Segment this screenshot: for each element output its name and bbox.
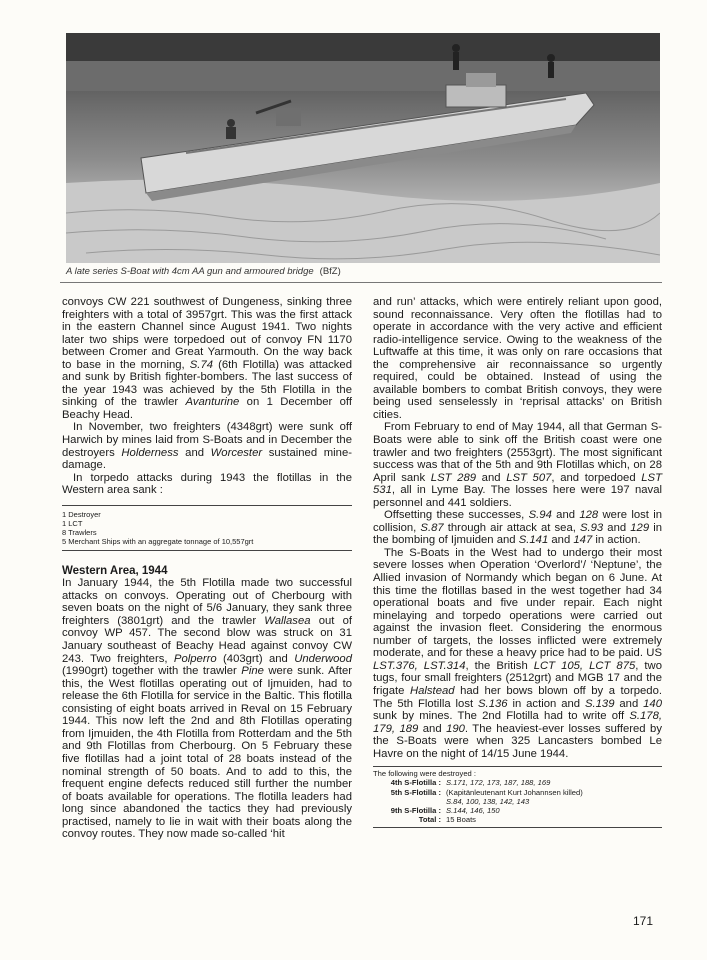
text-run: . The heaviest-ever losses suffered by the S-Boats were when 325 Lancasters bombed Le Havre on the night of 14/15 June 1944.	[373, 722, 662, 760]
text-run: (1990grt) together with the trawler	[62, 665, 242, 678]
text-run: , the British	[465, 659, 534, 672]
losses-row	[373, 797, 662, 806]
s-boat-illustration	[66, 33, 660, 263]
text-run: Polperro	[173, 652, 217, 665]
left-paragraph-3: In torpedo attacks during 1943 the flotillas in the Western area sank :	[62, 471, 352, 497]
text-run: The S-Boats in the West had to undergo their most severe losses when Operation ‘Overlord’/ ‘Neptune’, the Allied invasion of Normandy which began on 6 June. At this time the flotillas based in the west together had 34 operational boats and five under repair. Each night minelaying and torpedo operations were carried out against the invasion fleet. Considering the enormous number of targets, the losses inflicted were extremely moderate, and for these a heavy price had to be paid. US	[373, 546, 662, 660]
text-run: S.74	[189, 358, 214, 371]
text-run: in the bombing of Ijmuiden and	[373, 521, 662, 547]
text-run: and	[603, 521, 631, 534]
right-paragraph-1: and run’ attacks, which were entirely reliant upon good, sound reconnaissance. Very often the flotillas had to operate in accordance with the very active and efficient radio-intelligence service. Owing to the weakness of the Luftwaffe at this time, it was only on rare occasions that the comprehensive air reconnaissance so urgently required, could be obtained. Instead of using the available bombers to combat British convoys, they were being used senselessly in ‘reprisal attacks’ on British cities.	[373, 296, 662, 421]
right-paragraph-3	[373, 509, 662, 547]
sunk-list	[62, 505, 352, 551]
text-run: Offsetting these successes,	[384, 509, 529, 522]
text-run: S.93	[579, 521, 604, 534]
list-item: 5 Merchant Ships with an aggregate tonnage of 10,557grt	[62, 536, 254, 546]
list-item: 1 LCT	[62, 518, 83, 528]
text-run: 140	[643, 697, 662, 710]
text-run: Wallasea	[264, 614, 311, 627]
list-item: 1 Destroyer	[62, 509, 101, 519]
left-paragraph-1	[62, 296, 352, 421]
losses-label: 5th S-Flotilla :	[390, 787, 441, 797]
section-heading: Western Area, 1944	[62, 564, 168, 577]
losses-label: Total :	[418, 815, 441, 825]
text-run: Worcester	[210, 446, 263, 459]
text-run: Halstead	[409, 684, 455, 697]
caption-credit: (BfZ)	[319, 266, 341, 277]
left-column	[62, 296, 352, 841]
text-run: , all in Lyme Bay. The losses here were 197 naval personnel and 441 soldiers.	[373, 484, 662, 509]
text-run: out of convoy WP 457. The second blow was struck on 31 January southeast of Beachy Head against convoy CW 243. Two freighters,	[62, 614, 352, 665]
text-run: 129	[630, 521, 650, 534]
text-run: through air attack at sea,	[443, 521, 580, 534]
text-run: and	[178, 446, 211, 459]
text-run: sunk by mines. The 2nd Flotilla had to write off	[373, 710, 630, 723]
text-run: LCT 105, LCT 875	[533, 659, 636, 672]
right-paragraph-4	[373, 547, 662, 760]
losses-plain: 15 Boats	[446, 815, 476, 825]
losses-label: 4th S-Flotilla :	[390, 778, 441, 788]
text-run: Underwood	[294, 652, 352, 665]
losses-value: S.171, 172, 173, 187, 188, 169	[446, 778, 551, 788]
s-boat-photo	[66, 33, 660, 263]
text-run: convoys CW 221 southwest of Dungeness, sinking three freighters with a total of 3957grt. This was the first attack in the eastern Channel since August 1941. Two nights later two ships were torpedoed out of convoy FN 1170 between Cromer and Great Yarmouth. On the way back to base in the morning,	[62, 296, 352, 371]
losses-plain: (Kapitänleutenant Kurt Johannsen killed)	[446, 787, 583, 797]
text-run: S.139	[584, 697, 615, 710]
page-number: 171	[633, 914, 654, 928]
losses-intro: The following were destroyed :	[373, 769, 476, 779]
right-paragraph-2	[373, 421, 662, 509]
losses-row	[373, 806, 662, 815]
text-run: S.87	[420, 521, 444, 534]
text-run: LST 507	[506, 471, 552, 484]
text-run: in action and	[507, 697, 585, 710]
text-run: Holderness	[121, 446, 179, 459]
text-run: and	[418, 722, 447, 735]
caption-text: A late series S-Boat with 4cm AA gun and armoured bridge	[66, 266, 314, 277]
text-run: in action.	[592, 534, 641, 547]
text-run: Pine	[241, 665, 264, 678]
text-run: and	[614, 697, 644, 710]
losses-value: S.84, 100, 138, 142, 143	[446, 796, 530, 806]
text-run: (6th Flotilla) was attacked and sunk by British fighter-bombers. The last success of the year 1943 was achieved by the 5th Flotilla in the sinking of the trawler	[62, 358, 352, 409]
text-run: S.136	[478, 697, 508, 710]
text-run: and	[548, 534, 574, 547]
right-column	[373, 296, 662, 828]
text-run: LST 289	[430, 471, 477, 484]
text-run: S.94	[528, 509, 552, 522]
text-run: were lost in collision,	[373, 509, 662, 534]
left-paragraph-4	[62, 577, 352, 840]
text-run: , two tugs, four small freighters (2512grt) and MGB 17 and the frigate	[373, 659, 662, 697]
text-run: From February to end of May 1944, all that German S-Boats were able to sink off the British coast were one trawler and two freighters (2553grt). The most significant success was that of the 5th and 9th Flotillas which, on 28 April sank	[373, 421, 662, 484]
losses-row	[373, 788, 662, 797]
text-run: had her bows blown off by a torpedo. The 5th Flotilla lost	[373, 684, 662, 710]
caption-divider	[60, 282, 662, 283]
text-run: and	[476, 471, 507, 484]
losses-value: S.144, 146, 150	[446, 806, 500, 816]
losses-row	[373, 815, 662, 824]
losses-table	[373, 766, 662, 828]
text-run: 190	[446, 722, 465, 735]
text-run: (403grt) and	[216, 652, 295, 665]
photo-caption	[66, 266, 666, 277]
losses-row	[373, 778, 662, 787]
text-run: 128	[579, 509, 599, 522]
text-run: In January 1944, the 5th Flotilla made two successful attacks on convoys. Operating out of Cherbourg with seven boats on the night of 5/6 January, they sank three freighters (3801grt) and the trawler	[62, 577, 352, 627]
losses-label	[373, 797, 446, 806]
losses-label: 9th S-Flotilla :	[390, 806, 441, 816]
text-run: and	[551, 509, 580, 522]
text-run: LST.376, LST.314	[373, 659, 466, 672]
text-run: were sunk. After this, the West flotillas operating out of Ijmuiden, had to release the 6th Flotilla for service in the Baltic. This flotilla consisting of eight boats arrived in Reval on 15 February 1944. This now left the 2nd and 8th Flotillas operating from Ijmuiden, the 4th Flotilla from Rotterdam and the 5th and 9th Flotillas from Cherbourg. On 5 February these five flotillas had a joint total of 28 boats instead of the nominal strength of 50 boats. And to add to this, the frequent engine defects reduced still further the number of boats available for operations. The flotilla leaders had long since abandoned the tactics they had previously practised, namely to lie in wait with their boats along the convoy routes. They now made so-called ‘hit	[62, 665, 352, 841]
left-paragraph-2	[62, 421, 352, 471]
text-run: S.178, 179, 189	[373, 710, 662, 735]
text-run: 147	[573, 534, 593, 547]
text-run: S.141	[518, 534, 549, 547]
list-item: 8 Trawlers	[62, 527, 97, 537]
text-run: LST 531	[373, 471, 662, 497]
text-run: on 1 December off Beachy Head.	[62, 396, 352, 421]
text-run: In November, two freighters (4348grt) were sunk off Harwich by mines laid from S-Boats and in December the destroyers	[62, 421, 352, 459]
text-run: , and torpedoed	[551, 471, 642, 484]
text-run: Avanturine	[185, 396, 240, 409]
text-run: sustained mine-damage.	[62, 446, 352, 472]
